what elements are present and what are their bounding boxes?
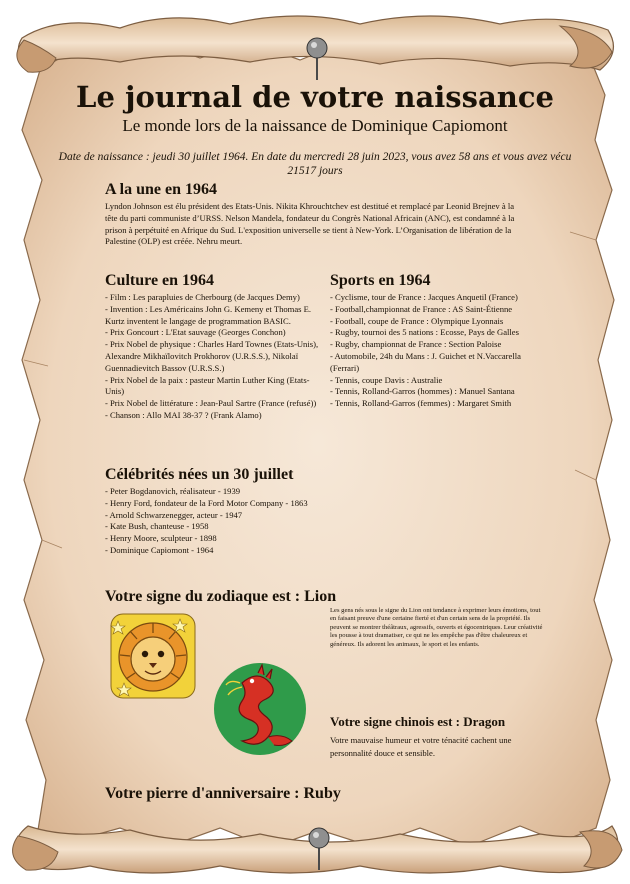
zodiac-description: Les gens nés sous le signe du Lion ont tendance à exprimer leurs émotions, tout en faisant preuve d'une certaine fierté et d'un certain sens de la propriété. Ils peuvent se montrer théâtraux, agressifs, ouverts et égocentriques. Leur créativité les pousse à tout dramatiser, ce qui ne les empêche pas d'être chaleureux et généreux. Ils adorent les animaux, le sport et les enfants.	[330, 607, 543, 648]
lion-zodiac-icon	[110, 613, 196, 699]
birthstone-title: Votre pierre d'anniversaire : Ruby	[105, 785, 341, 802]
culture-list	[105, 292, 320, 422]
sports-list	[330, 292, 545, 410]
culture-list-item: - Prix Nobel de la paix : pasteur Martin Luther King (Etats-Unis)	[105, 374, 310, 397]
sports-list-item: - Automobile, 24h du Mans : J. Guichet et N.Vaccarella (Ferrari)	[330, 350, 521, 373]
zodiac-title: Votre signe du zodiaque est : Lion	[105, 588, 337, 605]
birth-date-line: Date de naissance : jeudi 30 juillet 1964. En date du mercredi 28 juin 2023, vous avez 58 ans et vous avez vécu 21517 jours	[58, 151, 572, 177]
celebrities-title: Célébrités nées un 30 juillet	[105, 466, 294, 483]
sports-list-item: - Tennis, Rolland-Garros (hommes) : Manuel Santana	[330, 386, 515, 397]
culture-section	[105, 272, 320, 422]
culture-list-item: - Prix Goncourt : L'Etat sauvage (Georges Conchon)	[105, 327, 286, 338]
culture-title: Culture en 1964	[105, 272, 215, 289]
celebrities-list-item: - Dominique Capiomont - 1964	[105, 544, 214, 555]
pushpin-top-icon	[302, 36, 332, 82]
page-subtitle: Le monde lors de la naissance de Dominique Capiomont	[122, 116, 508, 135]
headline-title: A la une en 1964	[105, 181, 218, 198]
chinese-sign-section	[330, 714, 544, 759]
sports-title: Sports en 1964	[330, 272, 431, 289]
headline-section	[105, 181, 525, 248]
pushpin-bottom-icon	[304, 826, 334, 872]
page-title: Le journal de votre naissance	[76, 80, 554, 114]
celebrities-list-item: - Henry Moore, sculpteur - 1898	[105, 533, 217, 544]
culture-list-item: - Film : Les parapluies de Cherbourg (de Jacques Demy)	[105, 292, 300, 302]
chinese-sign-text: Votre mauvaise humeur et votre ténacité cachent une personnalité douce et sensible.	[330, 735, 512, 758]
sports-list-item: - Tennis, Rolland-Garros (femmes) : Margaret Smith	[330, 398, 512, 409]
celebrities-list-item: - Arnold Schwarzenegger, acteur - 1947	[105, 509, 243, 520]
celebrities-list	[105, 486, 405, 557]
sports-list-item: - Tennis, coupe Davis : Australie	[330, 374, 443, 385]
celebrities-list-item: - Henry Ford, fondateur de la Ford Motor Company - 1863	[105, 497, 308, 508]
celebrities-list-item: - Peter Bogdanovich, réalisateur - 1939	[105, 486, 241, 496]
sports-list-item: - Rugby, tournoi des 5 nations : Ecosse, Pays de Galles	[330, 327, 519, 338]
culture-list-item: - Prix Nobel de littérature : Jean-Paul Sartre (France (refusé))	[105, 398, 317, 409]
sports-list-item: - Football, coupe de France : Olympique Lyonnais	[330, 315, 504, 326]
dragon-chinese-sign-icon	[212, 661, 308, 757]
culture-list-item: - Prix Nobel de physique : Charles Hard Townes (Etats-Unis), Alexandre Mikhaïlovitch Prokhorov (U.R.S.S.), Nikolaï Guennadievitch Bassov (U.R.S.S.)	[105, 339, 319, 373]
chinese-sign-title: Votre signe chinois est : Dragon	[330, 714, 506, 729]
culture-list-item: - Chanson : Allo MAI 38-37 ? (Frank Alamo)	[105, 409, 262, 420]
sports-list-item: - Rugby, championnat de France : Section Paloise	[330, 339, 502, 350]
celebrities-section	[105, 466, 405, 557]
sports-list-item: - Football,championnat de France : AS Saint-Étienne	[330, 303, 513, 314]
culture-list-item: - Invention : Les Américains John G. Kemeny et Thomas E. Kurtz inventent le langage de programmation BASIC.	[105, 303, 312, 326]
sports-section	[330, 272, 545, 410]
sports-list-item: - Cyclisme, tour de France : Jacques Anquetil (France)	[330, 292, 518, 302]
celebrities-list-item: - Kate Bush, chanteuse - 1958	[105, 521, 209, 532]
headline-text: Lyndon Johnson est élu président des Etats-Unis. Nikita Khrouchtchev est destitué et remplacé par Leonid Brejnev à la tête du parti communiste d’URSS. Nelson Mandela, fondateur du Congrès National Africain (ANC), est condamné à la prison à perpétuité en Afrique du Sud. L'exposition universelle se tient à New-York. L’Organisation de libération de la Palestine (OLP) est créée. Nehru meurt.	[105, 201, 515, 247]
